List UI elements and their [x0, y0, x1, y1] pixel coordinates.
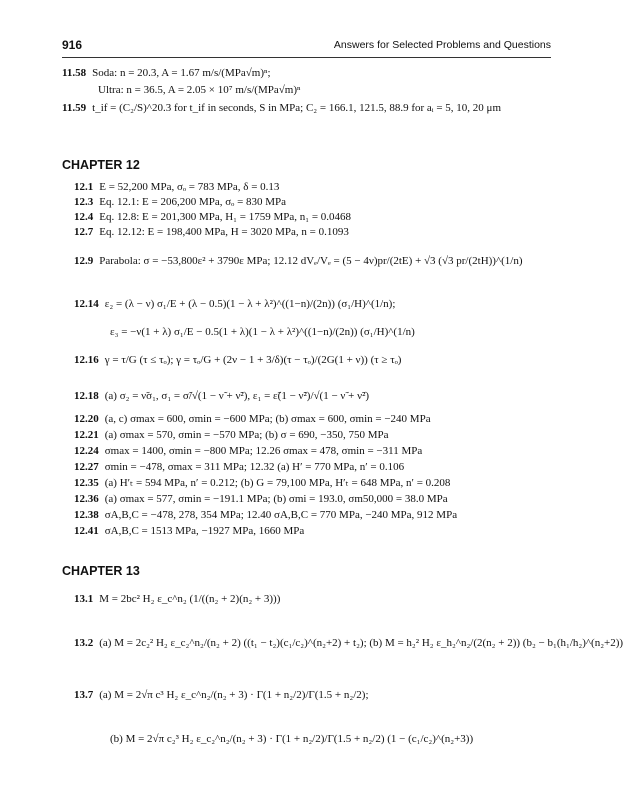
answer-line	[74, 353, 564, 368]
answer-text: σA,B,C = 1513 MPa, −1927 MPa, 1660 MPa	[104, 525, 305, 537]
answer-line	[74, 524, 564, 538]
answer-text: ε₂ = (λ − ν) σ₁/E + (λ − 0.5)(1 − λ + λ²)^((1−n)/(2n)) (σ₁/H)^(1/n);	[104, 298, 396, 310]
answer-line	[74, 180, 564, 194]
answer-line	[62, 101, 552, 115]
answer-line	[74, 428, 564, 442]
problem-number: 12.36	[74, 493, 99, 505]
answer-text: (b) M = 2√π c₂³ H₂ ε_c₂^n₂/(n₂ + 3) · Γ(1 + n₂/2)/Γ(1.5 + n₂/2) (1 − (c₁/c₂)^(n₂+3))	[110, 733, 474, 745]
problem-number: 12.38	[74, 509, 99, 521]
answer-line	[74, 254, 564, 269]
chapter-12-heading: CHAPTER 12	[62, 158, 140, 172]
answer-line	[74, 297, 564, 312]
answer-text: Eq. 12.1: E = 206,200 MPa, σₒ = 830 MPa	[99, 196, 287, 208]
answer-line	[62, 66, 552, 80]
answer-text: σmin = −478, σmax = 311 MPa; 12.32 (a) H′ = 770 MPa, n′ = 0.106	[104, 461, 405, 473]
problem-number: 12.27	[74, 461, 99, 473]
answer-line	[74, 225, 564, 239]
problem-number: 12.3	[74, 196, 94, 208]
answer-text: t_if = (C₂/S)^20.3 for t_if in seconds, S in MPa; C₂ = 166.1, 121.5, 88.9 for aᵢ = 5, 10, 20 μm	[92, 102, 502, 114]
problem-number: 12.14	[74, 298, 99, 310]
answer-line	[74, 476, 564, 490]
answer-text: Parabola: σ = −53,800ε² + 3790ε MPa; 12.12 dVₑ/Vₑ = (5 − 4ν)pr/(2tE) + √3 (√3 pr/(2tH))^(1/n)	[99, 255, 523, 267]
chapter-13-heading: CHAPTER 13	[62, 564, 140, 578]
problem-number: 12.16	[74, 354, 99, 366]
answer-text: (a) M = 2c₂² H₂ ε_c₂^n₂/(n₂ + 2) ((t₁ − t₂)(c₁/c₂)^(n₂+2) + t₂); (b) M = h₂² H₂ ε_h₂^n₂/(2(n₂ + 2)) (b₂ − b₁(h₁/h₂)^(n₂+2))	[99, 637, 623, 649]
problem-number: 12.20	[74, 413, 99, 425]
answer-text: (a) σmax = 570, σmin = −570 MPa; (b) σ = 690, −350, 750 MPa	[104, 429, 389, 441]
answer-line	[74, 460, 564, 474]
problem-number: 12.9	[74, 255, 94, 267]
answer-text: γ = τ/G (τ ≤ τₒ); γ = τₒ/G + (2ν − 1 + 3/δ)(τ − τₒ)/(2G(1 + ν)) (τ ≥ τₒ)	[104, 354, 402, 366]
problem-number: 12.7	[74, 226, 94, 238]
answer-line	[74, 412, 564, 426]
problem-number: 12.35	[74, 477, 99, 489]
problem-number: 13.7	[74, 689, 94, 701]
answer-text: (a) σ₂ = ν̃σ₁, σ₁ = σ̃/√(1 − ν̃ + ν̃²), ε₁ = ε̃(1 − ν̃²)/√(1 − ν̃ + ν̃²)	[104, 390, 370, 402]
answer-line	[110, 325, 600, 340]
problem-number: 13.1	[74, 593, 94, 605]
answer-line	[98, 83, 588, 97]
answer-text: (a) H′ₜ = 594 MPa, n′ = 0.212; (b) G = 79,100 MPa, H′ₜ = 648 MPa, n′ = 0.208	[104, 477, 451, 489]
problem-number: 12.1	[74, 181, 94, 193]
answer-line	[74, 592, 564, 607]
answer-text: (a, c) σmax = 600, σmin = −600 MPa; (b) σmax = 600, σmin = −240 MPa	[104, 413, 431, 425]
answer-text: E = 52,200 MPa, σₒ = 783 MPa, δ = 0.13	[99, 181, 280, 193]
problem-number: 12.21	[74, 429, 99, 441]
problem-number: 11.59	[62, 102, 87, 114]
problem-number: 12.18	[74, 390, 99, 402]
problem-number: 13.2	[74, 637, 94, 649]
answer-line	[74, 210, 564, 224]
answer-text: Ultra: n = 36.5, A = 2.05 × 10⁷ m/s/(MPa√m)ⁿ	[98, 84, 301, 96]
page-header	[62, 38, 551, 56]
answer-text: σA,B,C = −478, 278, 354 MPa; 12.40 σA,B,C = 770 MPa, −240 MPa, 912 MPa	[104, 509, 458, 521]
problem-number: 12.4	[74, 211, 94, 223]
answer-text: Eq. 12.8: E = 201,300 MPa, H₁ = 1759 MPa, n₁ = 0.0468	[99, 211, 352, 223]
answer-text: (a) M = 2√π c³ H₂ ε_c^n₂/(n₂ + 3) · Γ(1 + n₂/2)/Γ(1.5 + n₂/2);	[99, 689, 369, 701]
page-number: 916	[62, 38, 83, 52]
answer-line	[74, 492, 564, 506]
answer-line	[74, 688, 564, 703]
running-title: Answers for Selected Problems and Questions	[333, 39, 551, 51]
answer-line	[74, 444, 564, 458]
answer-text: ε₃ = −ν(1 + λ) σ₁/E − 0.5(1 + λ)(1 − λ + λ²)^((1−n)/(2n)) (σ₁/H)^(1/n)	[110, 326, 415, 338]
answer-text: (a) σmax = 577, σmin = −191.1 MPa; (b) σmi = 193.0, σm50,000 = 38.0 MPa	[104, 493, 448, 505]
answer-line	[110, 732, 600, 747]
answer-line	[74, 195, 564, 209]
answer-text: M = 2bc² H₂ ε_c^n₂ (1/((n₂ + 2)(n₂ + 3)))	[99, 593, 281, 605]
answer-line	[74, 508, 564, 522]
problem-number: 12.41	[74, 525, 99, 537]
answer-line	[74, 389, 564, 404]
answer-text: Soda: n = 20.3, A = 1.67 m/s/(MPa√m)ⁿ;	[92, 67, 271, 79]
header-rule	[62, 57, 551, 58]
answer-text: Eq. 12.12: E = 198,400 MPa, H = 3020 MPa, n = 0.1093	[99, 226, 349, 238]
problem-number: 11.58	[62, 67, 87, 79]
problem-number: 12.24	[74, 445, 99, 457]
answer-line	[74, 636, 623, 651]
answer-text: σmax = 1400, σmin = −800 MPa; 12.26 σmax = 478, σmin = −311 MPa	[104, 445, 423, 457]
